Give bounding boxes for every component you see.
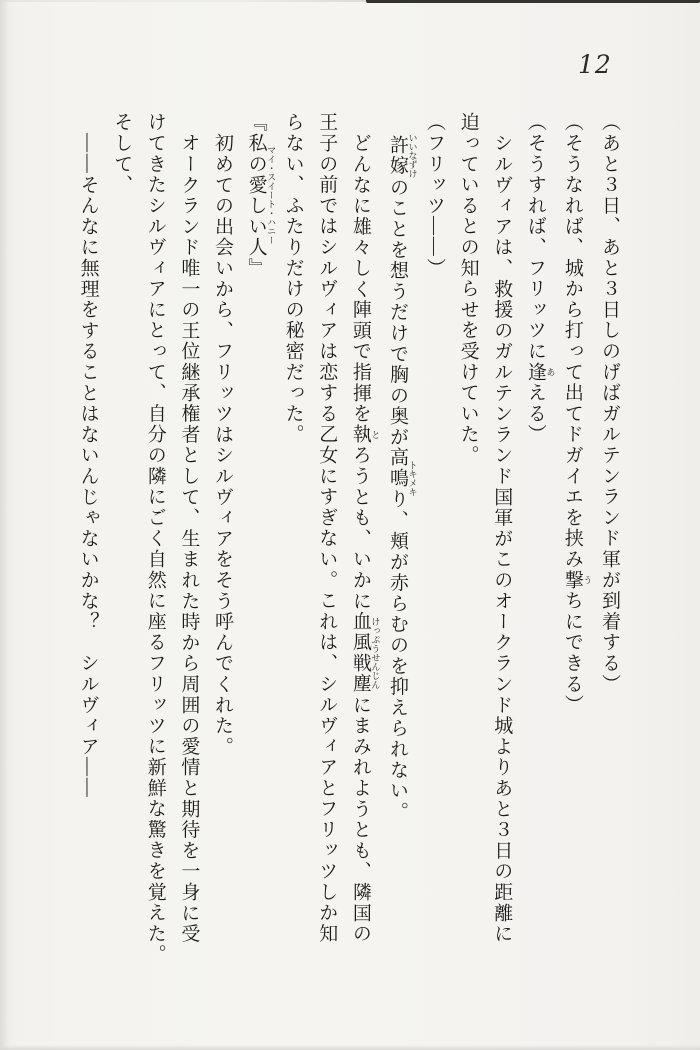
furigana-annotated-word: 逢 あ: [524, 361, 556, 383]
scan-edge-artifact-top-left: [0, 0, 366, 2]
text-line: けてきたシルヴィアにとって、自分の隣にごく自然に座るフリッツに新鮮な驚きを覚えた。: [144, 112, 166, 965]
furigana-annotated-word: 血風戦塵 けっぷうせんじん: [349, 611, 381, 695]
text-line: 迫っているとの知らせを受けていた。: [457, 112, 479, 466]
page-body: [71, 112, 626, 1004]
furigana-annotated-word: 執 と: [349, 424, 381, 445]
scan-edge-artifact-left: [0, 0, 7, 1050]
text-line: 初めての出会いから、フリッツはシルヴィアをそう呼んでくれた。: [211, 132, 233, 757]
text-line: 王子の前ではシルヴィアは恋する乙女にすぎない。これは、シルヴィアとフリッツしか知: [316, 112, 338, 944]
text-line: どんなに雄々しく陣頭で指揮を執 とろうとも、いかに血風戦塵 けっぷうせんじんにまみれようとも、隣国の: [349, 132, 381, 945]
text-line: オークランド唯一の王位継承権者として、生まれた時から周囲の愛情と期待を一身に受: [178, 132, 200, 944]
page-number: 12: [578, 50, 612, 79]
text-line: （そうなれば、城から打って出てドガイエを挟み撃 うちにできる）: [561, 112, 593, 716]
text-line: （そうすれば、フリッツに逢 あえる）: [524, 112, 556, 445]
scan-edge-artifact-top-right: [366, 0, 700, 3]
text-line: （あと３日、あと３日しのげばガルテンランド軍が到着する）: [599, 112, 620, 695]
furigana-annotated-word: 撃 う: [561, 569, 593, 591]
scan-edge-artifact-bottom: [0, 1045, 700, 1050]
text-line: 『私の愛しい人 マイ・スイート・ハニー』: [245, 112, 277, 279]
text-line: 許嫁 いいなずけのことを想うだけで胸の奥が高鳴り トキメキ、頬が赤らむのを抑えられない。: [386, 132, 418, 822]
text-line: そして、: [111, 112, 133, 196]
furigana-annotated-word: 高鳴り トキメキ: [386, 447, 418, 510]
furigana-annotated-word: 許嫁 いいなずけ: [386, 132, 418, 178]
text-line: ――そんなに無理をすることはないんじゃないかな？ シルヴィア――: [77, 132, 99, 799]
furigana-annotated-word: 私の愛しい人 マイ・スイート・ハニー: [245, 132, 277, 258]
text-line: （フリッツ――）: [424, 112, 446, 279]
text-line: らない、ふたりだけの秘密だった。: [282, 112, 304, 445]
text-line: シルヴィアは、救援のガルテンランド国軍がこのオークランド城よりあと３日の距離に: [491, 132, 513, 944]
